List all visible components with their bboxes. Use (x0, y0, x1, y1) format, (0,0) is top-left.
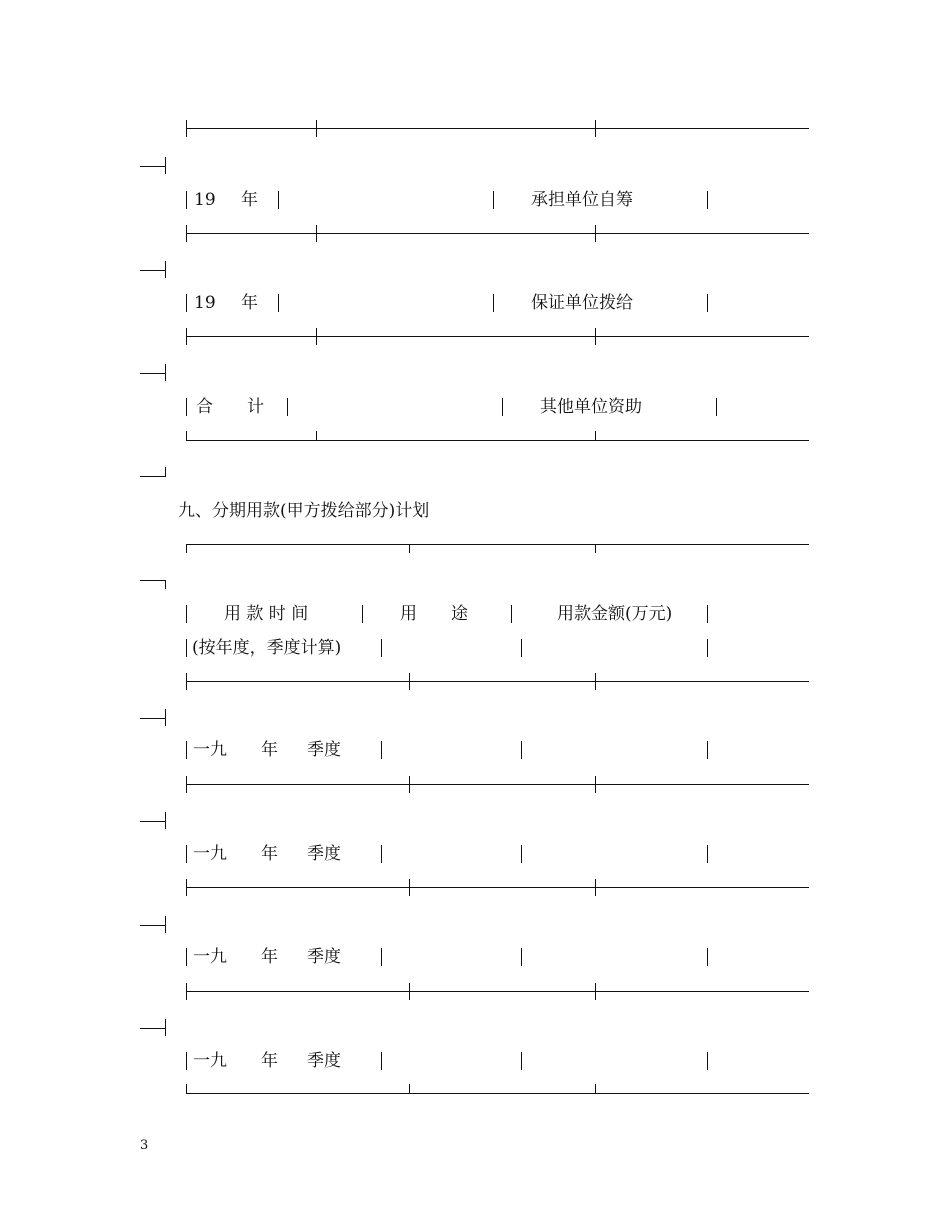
table-rule-overflow (140, 476, 166, 477)
cell-border (707, 294, 708, 312)
cell-border (493, 191, 494, 209)
table-rule-tick (595, 1084, 596, 1094)
table-rule-tick (186, 879, 187, 896)
table-rule-tick (316, 120, 317, 137)
cell-border (381, 845, 382, 863)
table-rule-tick (595, 673, 596, 690)
cell-border (707, 741, 708, 759)
table-rule-tick (316, 225, 317, 242)
cell-border (186, 948, 187, 966)
table-rule-overflow (165, 1019, 166, 1036)
cell-border (381, 639, 382, 657)
table-rule-tick (409, 1084, 410, 1094)
table-rule-tick (316, 431, 317, 441)
cell-border (707, 948, 708, 966)
quarter-label: 季度 (307, 947, 341, 967)
year-cell: 19 (194, 190, 216, 210)
table-rule-tick (595, 431, 596, 441)
funding-source-label: 承担单位自筹 (531, 190, 633, 210)
cell-border (186, 639, 187, 657)
table-rule (186, 128, 809, 129)
table-rule-overflow (165, 261, 166, 278)
cell-border (707, 605, 708, 623)
table-rule (186, 887, 809, 888)
table-rule (186, 440, 809, 441)
cell-border (502, 398, 503, 416)
table-rule-tick (595, 879, 596, 896)
table-rule-tick (595, 120, 596, 137)
quarter-prefix: 一九 (193, 844, 227, 864)
year-unit: 年 (241, 293, 258, 313)
cell-border (186, 294, 187, 312)
table-rule-tick (409, 673, 410, 690)
quarter-label: 季度 (307, 740, 341, 760)
table-rule-overflow (140, 925, 166, 926)
table-rule-tick (186, 544, 187, 553)
cell-border (381, 741, 382, 759)
year-unit: 年 (241, 190, 258, 210)
table-rule-tick (186, 1084, 187, 1094)
table-rule-overflow (165, 157, 166, 174)
cell-border (521, 948, 522, 966)
table-rule-overflow (140, 1028, 166, 1029)
table-rule-overflow (165, 709, 166, 726)
funding-source-label: 其他单位资助 (540, 397, 642, 417)
quarter-prefix: 一九 (193, 740, 227, 760)
cell-border (521, 845, 522, 863)
quarter-prefix: 一九 (193, 947, 227, 967)
cell-border (186, 741, 187, 759)
cell-border (381, 1052, 382, 1070)
year-cell: 19 (194, 293, 216, 313)
quarter-year: 年 (261, 740, 278, 760)
cell-border (716, 398, 717, 416)
table-rule (186, 784, 809, 785)
column-header-time-note: (按年度，季度计算) (192, 638, 342, 658)
table-rule-overflow (165, 916, 166, 933)
section-heading: 九、分期用款(甲方拨给部分)计划 (178, 501, 430, 521)
quarter-label: 季度 (307, 844, 341, 864)
cell-border (707, 845, 708, 863)
total-label: 合 计 (196, 397, 264, 417)
table-rule-tick (316, 328, 317, 345)
cell-border (278, 191, 279, 209)
table-rule-tick (409, 879, 410, 896)
table-rule-overflow (165, 467, 166, 477)
cell-border (521, 1052, 522, 1070)
table-rule-tick (409, 544, 410, 553)
quarter-year: 年 (261, 947, 278, 967)
quarter-prefix: 一九 (193, 1051, 227, 1071)
table-rule-tick (595, 225, 596, 242)
table-rule (186, 681, 809, 682)
cell-border (521, 741, 522, 759)
cell-border (278, 294, 279, 312)
table-rule-overflow (140, 718, 166, 719)
table-rule-tick (409, 776, 410, 793)
column-header-time: 用 款 时 间 (224, 604, 309, 624)
table-rule (186, 991, 809, 992)
cell-border (381, 948, 382, 966)
cell-border (287, 398, 288, 416)
table-rule (186, 544, 809, 545)
cell-border (186, 1052, 187, 1070)
table-rule (186, 1093, 809, 1094)
cell-border (186, 605, 187, 623)
cell-border (493, 294, 494, 312)
table-rule-tick (409, 983, 410, 1000)
table-rule-overflow (165, 812, 166, 829)
cell-border (707, 639, 708, 657)
table-rule-overflow (140, 270, 166, 271)
table-rule-tick (186, 776, 187, 793)
table-rule-tick (186, 983, 187, 1000)
table-rule-overflow (140, 166, 166, 167)
quarter-year: 年 (261, 1051, 278, 1071)
table-rule-overflow (140, 373, 166, 374)
cell-border (186, 845, 187, 863)
cell-border (362, 605, 363, 623)
table-rule-tick (186, 225, 187, 242)
table-rule-tick (186, 673, 187, 690)
table-rule-tick (186, 328, 187, 345)
table-rule (186, 336, 809, 337)
table-rule-overflow (140, 580, 166, 581)
cell-border (707, 1052, 708, 1070)
table-rule-tick (186, 120, 187, 137)
funding-source-label: 保证单位拨给 (531, 293, 633, 313)
page-number: 3 (140, 1138, 149, 1153)
column-header-purpose: 用 途 (400, 604, 468, 624)
cell-border (186, 191, 187, 209)
table-rule-overflow (165, 580, 166, 589)
table-rule-tick (595, 328, 596, 345)
cell-border (707, 191, 708, 209)
cell-border (521, 639, 522, 657)
column-header-amount: 用款金额(万元) (557, 604, 673, 624)
cell-border (186, 398, 187, 416)
quarter-year: 年 (261, 844, 278, 864)
table-rule-overflow (140, 821, 166, 822)
table-rule-tick (595, 776, 596, 793)
table-rule-tick (186, 431, 187, 441)
table-rule-tick (595, 983, 596, 1000)
quarter-label: 季度 (307, 1051, 341, 1071)
table-rule-overflow (165, 364, 166, 381)
table-rule (186, 233, 809, 234)
cell-border (511, 605, 512, 623)
table-rule-tick (595, 544, 596, 553)
